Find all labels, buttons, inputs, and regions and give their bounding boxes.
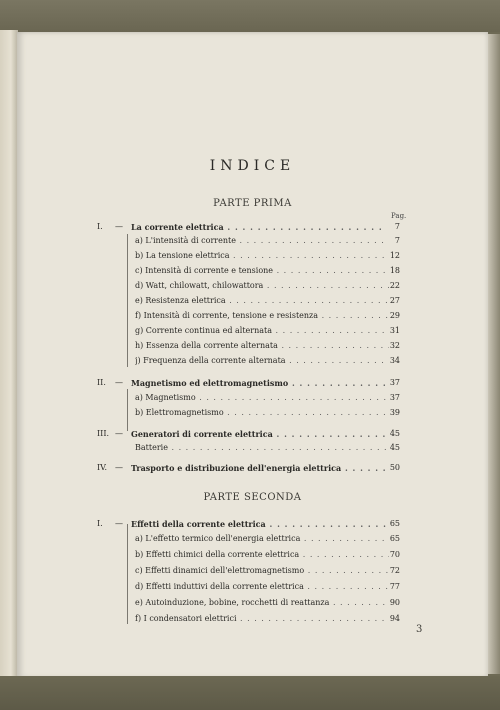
page-title: INDICE	[209, 158, 296, 174]
page-number: 72	[389, 566, 400, 575]
toc-entry	[17, 249, 488, 263]
entry-title: a) L'effetto termico dell'energia elettrica . . .	[135, 532, 389, 546]
page-number: 7	[394, 222, 400, 231]
entry-title: e) Autoinduzione, bobine, rocchetti di reattanza . . .	[135, 596, 389, 610]
chapter-title: Generatori di corrente elettrica . . .	[131, 427, 387, 441]
entry-title: j) Frequenza della corrente alternata . . .	[135, 354, 389, 368]
page-number: 37	[389, 393, 400, 402]
chapter-number: II.	[97, 378, 106, 387]
page-number: 7	[394, 236, 400, 245]
table-surface-top	[0, 0, 500, 32]
part-two-title: PARTE SECONDA	[203, 492, 302, 503]
pag-label: Pag.	[391, 212, 407, 220]
toc-entry	[17, 580, 488, 594]
chapter-dash: —	[115, 519, 123, 528]
page-number: 65	[389, 519, 400, 528]
part-one-title: PARTE PRIMA	[213, 198, 292, 209]
toc-entry	[17, 324, 488, 338]
chapter-dash: —	[115, 429, 123, 438]
page-number: 90	[389, 598, 400, 607]
entry-title: b) Elettromagnetismo . . .	[135, 406, 389, 420]
entry-title: c) Effetti dinamici dell'elettromagnetismo . . .	[135, 564, 389, 578]
toc-entry	[17, 391, 488, 405]
page-number: 34	[389, 356, 400, 365]
toc-entry	[17, 264, 488, 278]
toc-chapter	[17, 427, 488, 441]
toc-chapter	[17, 220, 488, 234]
chapter-number: I.	[97, 519, 103, 528]
chapter-dash: —	[115, 222, 123, 231]
page-number: 12	[389, 251, 400, 260]
page-number: 77	[389, 582, 400, 591]
page-edge-right	[486, 34, 500, 674]
entry-title: b) La tensione elettrica . . .	[135, 249, 389, 263]
chapter-number: IV.	[97, 463, 108, 472]
toc-chapter	[17, 517, 488, 531]
entry-title: f) Intensità di corrente, tensione e resistenza . . .	[135, 309, 389, 323]
page-number: 37	[389, 378, 400, 387]
page-number: 94	[389, 614, 400, 623]
folio-number: 3	[416, 624, 423, 635]
entry-title: Batterie . . .	[135, 441, 389, 455]
page-number: 39	[389, 408, 400, 417]
page-number: 18	[389, 266, 400, 275]
table-surface-bottom	[0, 676, 500, 710]
toc-entry	[17, 564, 488, 578]
toc-entry	[17, 548, 488, 562]
toc-entry	[17, 309, 488, 323]
entry-title: d) Watt, chilowatt, chilowattora . . .	[135, 279, 389, 293]
page-number: 45	[389, 443, 400, 452]
chapter-dash: —	[115, 463, 123, 472]
toc-entry	[17, 339, 488, 353]
toc-chapter	[17, 461, 488, 475]
toc-chapter	[17, 376, 488, 390]
chapter-number: III.	[97, 429, 110, 438]
index-page	[17, 32, 488, 678]
facing-page-edge	[0, 30, 18, 680]
entry-title: d) Effetti induttivi della corrente elettrica . . .	[135, 580, 389, 594]
toc-entry	[17, 279, 488, 293]
chapter-number: I.	[97, 222, 103, 231]
toc-entry	[17, 596, 488, 610]
entry-title: g) Corrente continua ed alternata . . .	[135, 324, 389, 338]
page-number: 50	[389, 463, 400, 472]
entry-title: a) Magnetismo . . .	[135, 391, 389, 405]
page-number: 27	[389, 296, 400, 305]
page-number: 45	[389, 429, 400, 438]
entry-title: b) Effetti chimici della corrente elettrica . . .	[135, 548, 389, 562]
toc-entry	[17, 406, 488, 420]
page-number: 32	[389, 341, 400, 350]
toc-entry	[17, 294, 488, 308]
chapter-dash: —	[115, 378, 123, 387]
entry-title: e) Resistenza elettrica . . .	[135, 294, 389, 308]
chapter-title: La corrente elettrica . . .	[131, 220, 387, 234]
chapter-title: Magnetismo ed elettromagnetismo . . .	[131, 376, 387, 390]
page-number: 70	[389, 550, 400, 559]
page-number: 31	[389, 326, 400, 335]
entry-title: f) I condensatori elettrici . . .	[135, 612, 389, 626]
entry-title: h) Essenza della corrente alternata . . .	[135, 339, 389, 353]
page-number: 22	[389, 281, 400, 290]
entry-title: a) L'intensità di corrente . . .	[135, 234, 389, 248]
chapter-title: Trasporto e distribuzione dell'energia elettrica . . .	[131, 461, 387, 475]
page-number: 29	[389, 311, 400, 320]
toc-entry	[17, 354, 488, 368]
toc-entry	[17, 532, 488, 546]
page-number: 65	[389, 534, 400, 543]
toc-entry	[17, 441, 488, 455]
toc-entry	[17, 234, 488, 248]
chapter-title: Effetti della corrente elettrica . . .	[131, 517, 387, 531]
entry-title: c) Intensità di corrente e tensione . . .	[135, 264, 389, 278]
